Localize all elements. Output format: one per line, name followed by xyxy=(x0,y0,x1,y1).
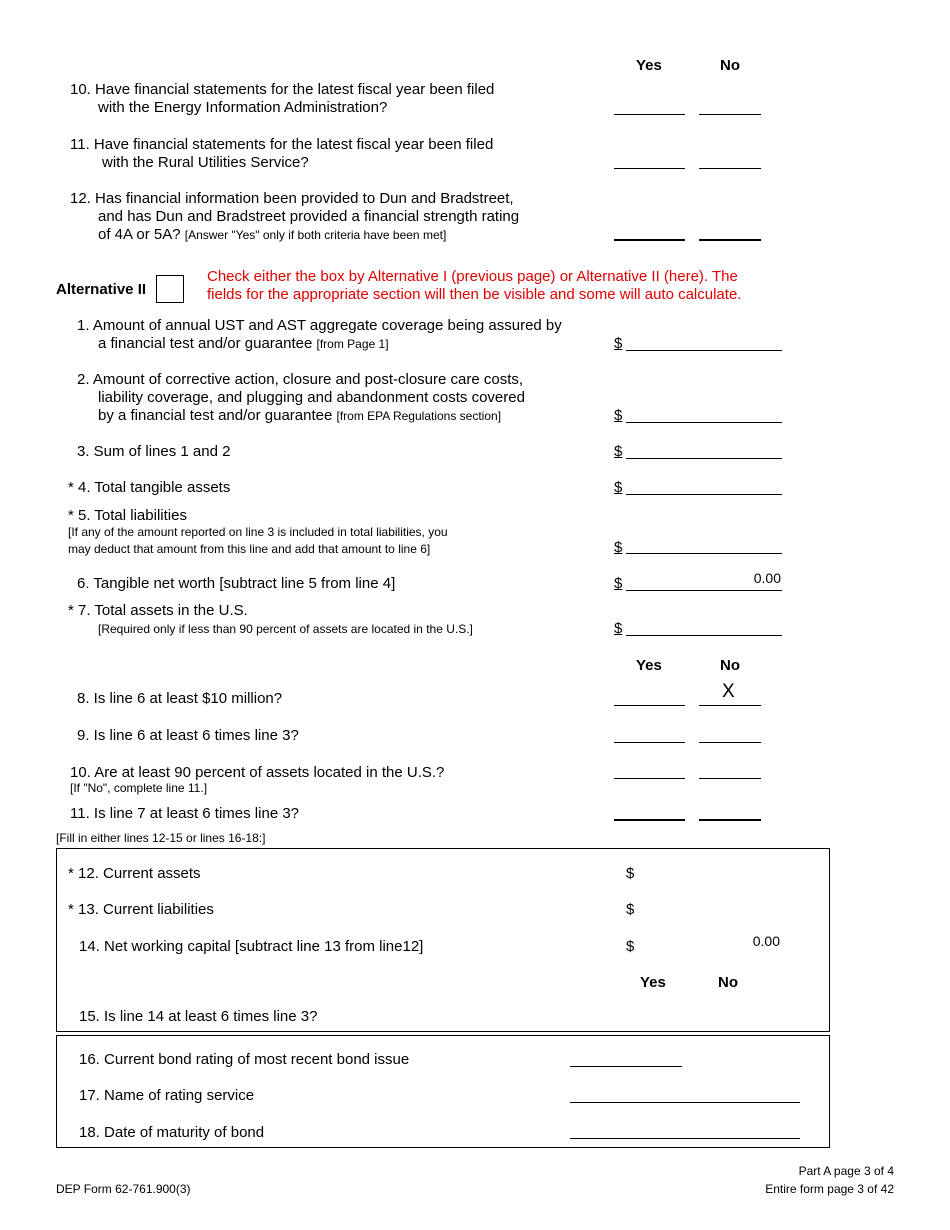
line-14-value: 0.00 xyxy=(752,933,780,949)
currency-sign: $ xyxy=(614,443,623,460)
line-8-no-mark: X xyxy=(722,681,735,702)
q10-yes-field[interactable] xyxy=(614,114,685,115)
line-6-text: 6. Tangible net worth [subtract line 5 from line 4] xyxy=(77,575,396,592)
line-6-amount-field xyxy=(626,590,782,591)
line-10-text1: 10. Are at least 90 percent of assets located in the U.S.? xyxy=(70,764,445,781)
question-12-line1: 12. Has financial information been provided to Dun and Bradstreet, xyxy=(70,190,514,207)
line-8-yes-field[interactable] xyxy=(614,705,685,706)
currency-sign: $ xyxy=(614,335,623,352)
line-16-text: 16. Current bond rating of most recent bond issue xyxy=(79,1051,410,1068)
line-2-amount-field[interactable] xyxy=(626,422,782,423)
line-3-amount-field[interactable] xyxy=(626,458,782,459)
line-8-text: 8. Is line 6 at least $10 million? xyxy=(77,690,283,707)
line-7-text1: * 7. Total assets in the U.S. xyxy=(68,602,248,619)
line-7-text2: [Required only if less than 90 percent of assets are located in the U.S.] xyxy=(98,622,473,636)
line-7-amount-field[interactable] xyxy=(626,635,782,636)
line-12-text: * 12. Current assets xyxy=(68,865,201,882)
yes-header: Yes xyxy=(636,57,662,74)
line-5-text3: may deduct that amount from this line and add that amount to line 6] xyxy=(68,542,431,556)
question-10-line1: 10. Have financial statements for the latest fiscal year been filed xyxy=(70,81,495,98)
question-10-line2: with the Energy Information Administration? xyxy=(98,99,388,116)
currency-sign: $ xyxy=(614,575,623,592)
line-10-text2: [If "No", complete line 11.] xyxy=(70,781,208,795)
yes-header: Yes xyxy=(636,657,662,674)
alternative-note-line1: Check either the box by Alternative I (previous page) or Alternative II (here). The xyxy=(207,268,738,285)
bond-rating-field[interactable] xyxy=(570,1066,682,1067)
currency-sign: $ xyxy=(614,620,623,637)
form-number: DEP Form 62-761.900(3) xyxy=(56,1182,191,1196)
line-15-text: 15. Is line 14 at least 6 times line 3? xyxy=(79,1008,318,1025)
line-4-text: * 4. Total tangible assets xyxy=(68,479,231,496)
currency-sign: $ xyxy=(626,938,635,955)
line-2-text2: liability coverage, and plugging and abandonment costs covered xyxy=(98,389,525,406)
line-2-text3: by a financial test and/or guarantee [from EPA Regulations section] xyxy=(98,407,502,424)
q12-yes-field[interactable] xyxy=(614,239,685,241)
question-12-line2: and has Dun and Bradstreet provided a financial strength rating xyxy=(98,208,520,225)
line-13-text: * 13. Current liabilities xyxy=(68,901,214,918)
no-header: No xyxy=(718,974,738,991)
line-1-amount-field[interactable] xyxy=(626,350,782,351)
line-9-no-field[interactable] xyxy=(699,742,761,743)
line-9-yes-field[interactable] xyxy=(614,742,685,743)
line-4-amount-field[interactable] xyxy=(626,494,782,495)
currency-sign: $ xyxy=(614,479,623,496)
line-13-amount-field[interactable]: $ xyxy=(626,901,635,918)
no-header: No xyxy=(720,657,740,674)
part-page-number: Part A page 3 of 4 xyxy=(798,1164,894,1178)
line-5-text1: * 5. Total liabilities xyxy=(68,507,187,524)
line-9-text: 9. Is line 6 at least 6 times line 3? xyxy=(77,727,299,744)
line-5-text2: [If any of the amount reported on line 3 is included in total liabilities, you xyxy=(68,525,448,539)
fill-instructions: [Fill in either lines 12-15 or lines 16-18:] xyxy=(56,831,266,845)
question-12-line3: of 4A or 5A? [Answer "Yes" only if both criteria have been met] xyxy=(98,226,447,243)
currency-sign: $ xyxy=(614,539,623,556)
alternative-ii-label: Alternative II xyxy=(56,281,147,298)
line-14-text: 14. Net working capital [subtract line 13 from line12] xyxy=(79,938,424,955)
line-11-no-field[interactable] xyxy=(699,819,761,821)
line-10-no-field[interactable] xyxy=(699,778,761,779)
q10-no-field[interactable] xyxy=(699,114,761,115)
q12-no-field[interactable] xyxy=(699,239,761,241)
line-6-value: 0.00 xyxy=(753,570,781,586)
rating-service-field[interactable] xyxy=(570,1102,800,1103)
alternative-note-line2: fields for the appropriate section will then be visible and some will auto calculate. xyxy=(207,286,742,303)
line-17-text: 17. Name of rating service xyxy=(79,1087,255,1104)
line-1-text2: a financial test and/or guarantee [from Page 1] xyxy=(98,335,389,352)
no-header: No xyxy=(720,57,740,74)
yes-header: Yes xyxy=(640,974,666,991)
line-18-text: 18. Date of maturity of bond xyxy=(79,1124,265,1141)
q11-yes-field[interactable] xyxy=(614,168,685,169)
line-3-text: 3. Sum of lines 1 and 2 xyxy=(77,443,231,460)
line-1-text1: 1. Amount of annual UST and AST aggregate coverage being assured by xyxy=(77,317,562,334)
currency-sign: $ xyxy=(614,407,623,424)
line-12-amount-field[interactable]: $ xyxy=(626,865,635,882)
question-11-line1: 11. Have financial statements for the latest fiscal year been filed xyxy=(70,136,494,153)
question-11-line2: with the Rural Utilities Service? xyxy=(102,154,309,171)
line-5-amount-field[interactable] xyxy=(626,553,782,554)
line-2-text1: 2. Amount of corrective action, closure and post-closure care costs, xyxy=(77,371,524,388)
line-10-yes-field[interactable] xyxy=(614,778,685,779)
bond-maturity-field[interactable] xyxy=(570,1138,800,1139)
alternative-ii-checkbox[interactable] xyxy=(156,275,184,303)
line-8-no-field[interactable] xyxy=(699,705,761,706)
line-11-text: 11. Is line 7 at least 6 times line 3? xyxy=(70,805,300,822)
line-11-yes-field[interactable] xyxy=(614,819,685,821)
entire-page-number: Entire form page 3 of 42 xyxy=(765,1182,894,1196)
q11-no-field[interactable] xyxy=(699,168,761,169)
